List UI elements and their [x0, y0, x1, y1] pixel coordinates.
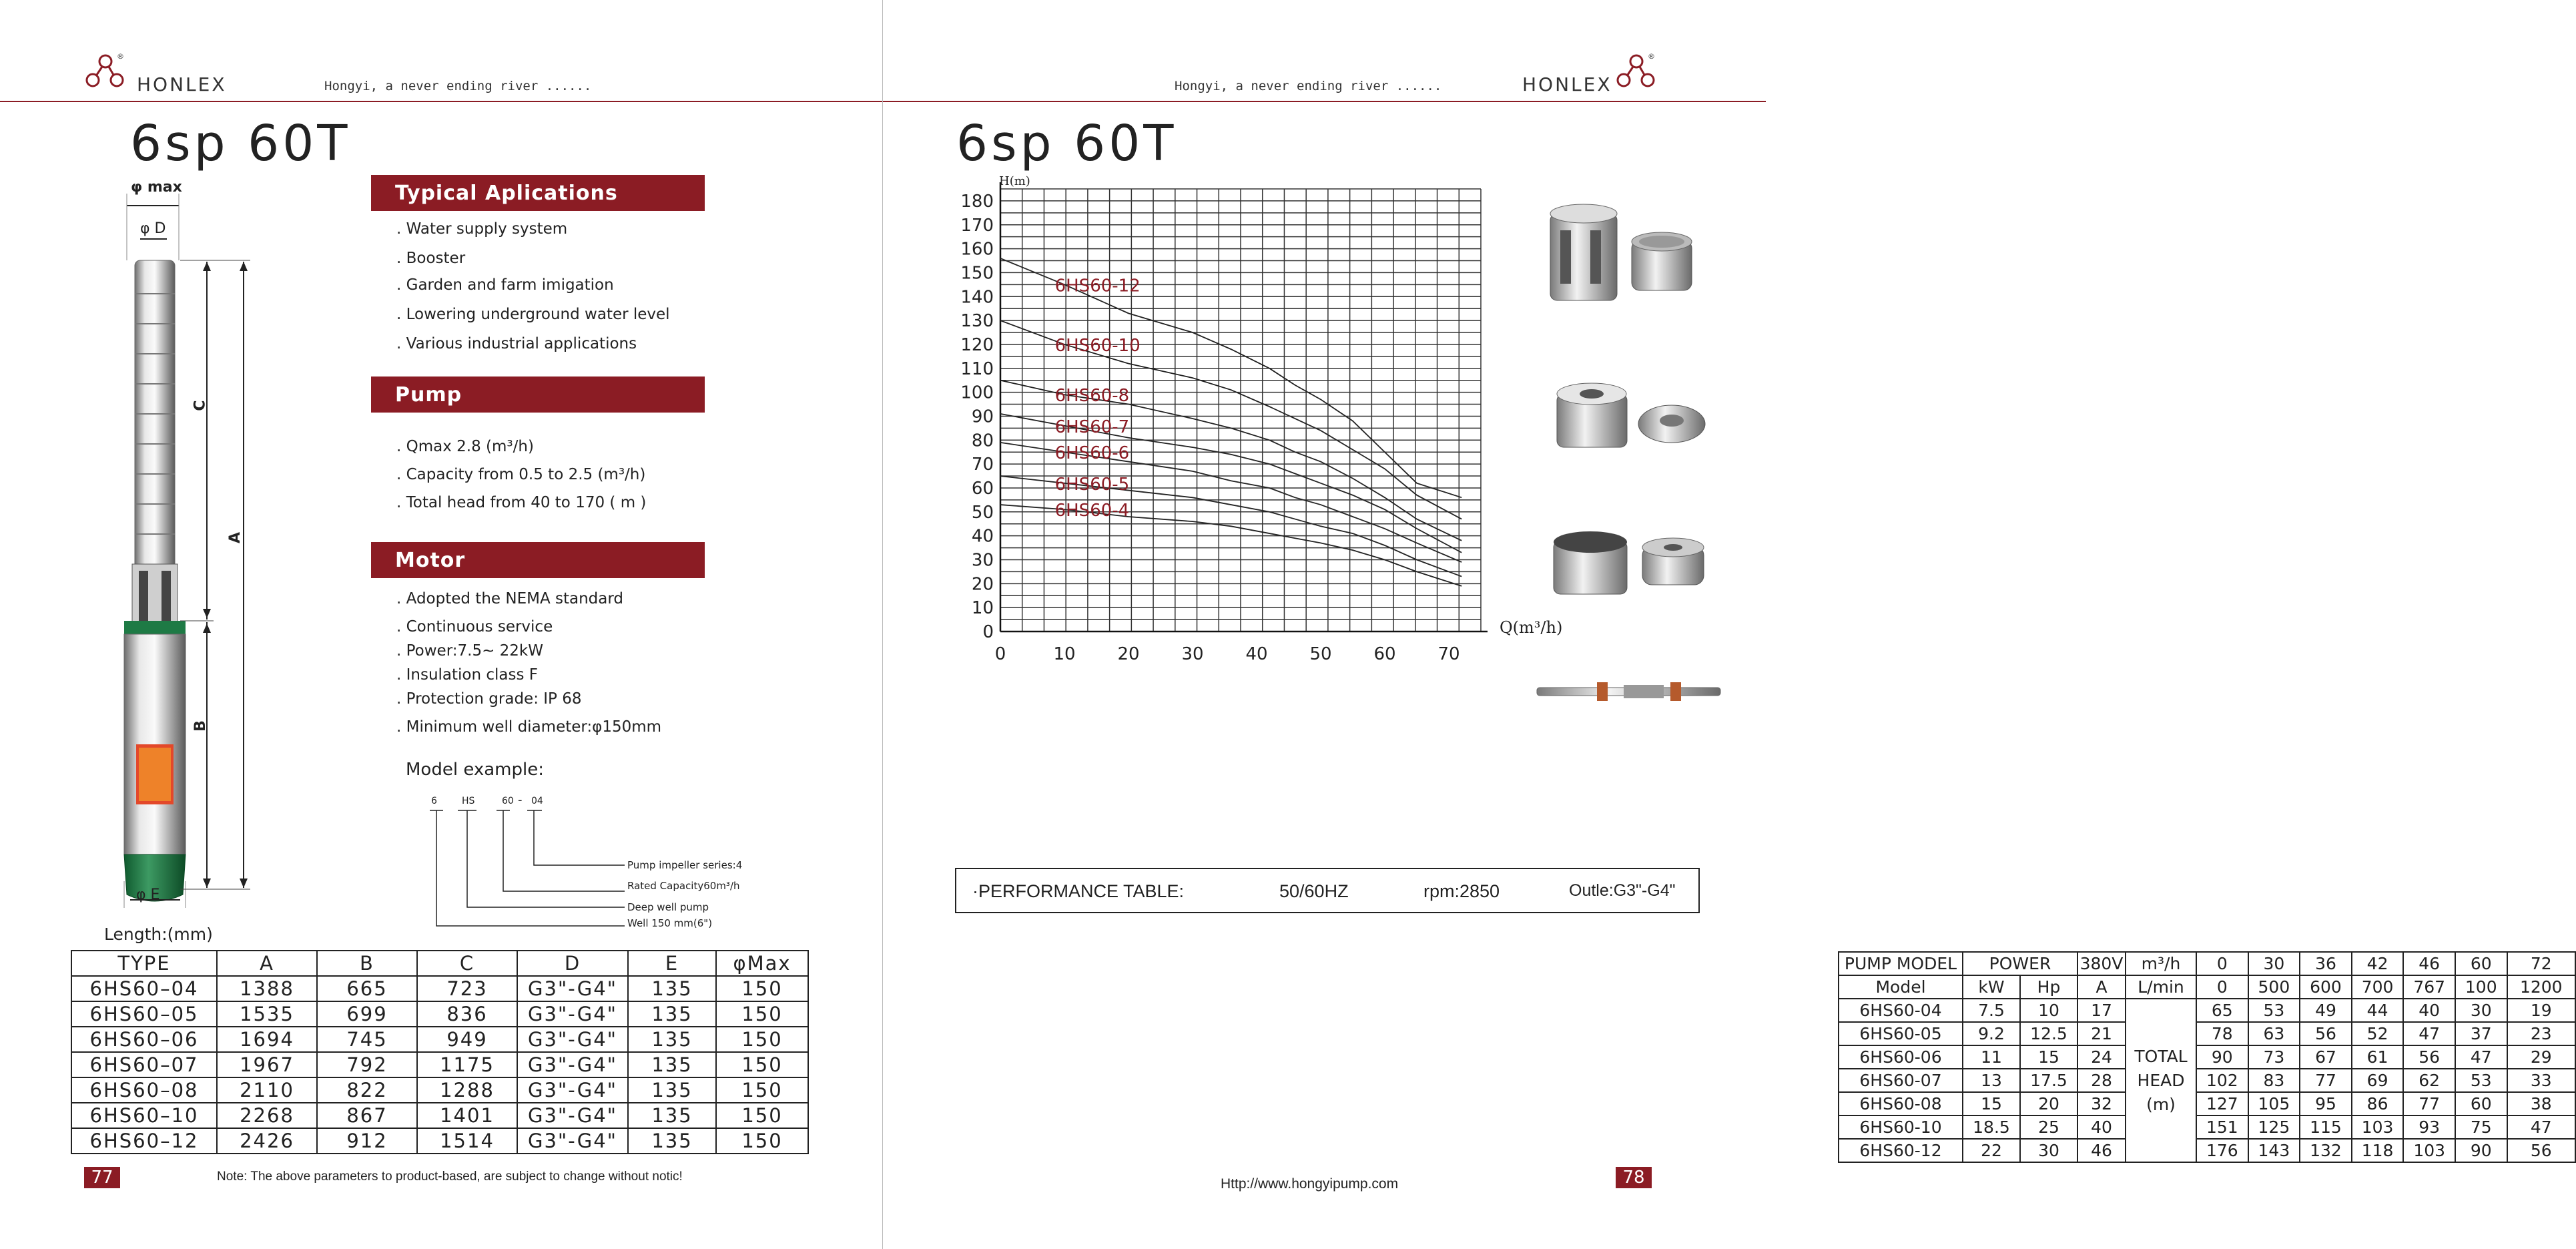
y-tick-label: 140 — [960, 287, 994, 308]
x-tick-label: 70 — [1437, 644, 1460, 664]
series-label: 6HS60-7 — [1054, 417, 1130, 437]
value-cell: 836 — [417, 1001, 517, 1027]
head-cell: 95 — [2300, 1092, 2352, 1115]
head-cell: 78 — [2196, 1022, 2248, 1045]
y-tick-label: 120 — [960, 334, 994, 355]
logo-mark-icon — [1614, 52, 1661, 92]
perf-flow: 46 — [2403, 952, 2455, 975]
head-cell: 49 — [2300, 999, 2352, 1022]
model-cell: 6HS60–04 — [71, 976, 217, 1001]
x-tick-label: 10 — [1053, 644, 1076, 664]
head-cell: 53 — [2455, 1069, 2507, 1092]
left-page — [0, 0, 882, 1249]
head-cell: 83 — [2248, 1069, 2300, 1092]
table-row — [1839, 1045, 2575, 1069]
table-header: φMax — [716, 951, 808, 976]
series-label: 6HS60-5 — [1054, 474, 1130, 495]
model-code-6: 6 — [431, 796, 437, 806]
table-header-row — [71, 951, 808, 976]
motor-item: . Protection grade: IP 68 — [396, 690, 582, 708]
head-cell: 125 — [2248, 1115, 2300, 1139]
dim-phi-e: φ E — [136, 887, 160, 903]
total-head-label — [2126, 999, 2196, 1162]
amp-cell: 32 — [2077, 1092, 2126, 1115]
head-cell: 77 — [2300, 1069, 2352, 1092]
value-cell: 723 — [417, 976, 517, 1001]
head-cell: 62 — [2403, 1069, 2455, 1092]
perf-header: L/min — [2126, 975, 2196, 999]
head-cell: 115 — [2300, 1115, 2352, 1139]
page-title: 6sp 60T — [956, 115, 1177, 172]
y-tick-label: 150 — [960, 263, 994, 284]
model-code-04: 04 — [531, 796, 543, 806]
perf-header-row-1 — [1839, 952, 2575, 975]
table-row — [1839, 999, 2575, 1022]
value-cell: G3"-G4" — [517, 1077, 628, 1103]
y-tick-label: 170 — [960, 215, 994, 236]
kw-cell: 18.5 — [1963, 1115, 2020, 1139]
y-tick-label: 160 — [960, 239, 994, 260]
x-tick-label: 0 — [994, 644, 1006, 664]
head-cell: 118 — [2352, 1139, 2404, 1162]
perf-table-body — [1839, 999, 2575, 1162]
y-tick-label: 40 — [971, 526, 994, 547]
value-cell: 150 — [716, 1052, 808, 1077]
head-cell: 56 — [2507, 1139, 2575, 1162]
svg-text:®: ® — [117, 52, 126, 61]
value-cell: 1694 — [217, 1027, 317, 1052]
model-cell: 6HS60-08 — [1839, 1092, 1963, 1115]
y-tick-label: 80 — [971, 431, 994, 451]
model-cell: 6HS60–05 — [71, 1001, 217, 1027]
amp-cell: 21 — [2077, 1022, 2126, 1045]
head-cell: 56 — [2300, 1022, 2352, 1045]
head-cell: 38 — [2507, 1092, 2575, 1115]
value-cell: 949 — [417, 1027, 517, 1052]
value-cell: 150 — [716, 1103, 808, 1128]
brand-name: HONLEX — [137, 73, 227, 95]
kw-cell: 22 — [1963, 1139, 2020, 1162]
table-header: B — [317, 951, 417, 976]
right-page — [883, 0, 2563, 1249]
perf-flow: 30 — [2248, 952, 2300, 975]
series-label: 6HS60-4 — [1054, 501, 1130, 521]
kw-cell: 13 — [1963, 1069, 2020, 1092]
perf-flow: 42 — [2352, 952, 2404, 975]
model-cell: 6HS60–06 — [71, 1027, 217, 1052]
performance-header — [955, 868, 1700, 913]
head-cell: 75 — [2455, 1115, 2507, 1139]
model-cell: 6HS60–07 — [71, 1052, 217, 1077]
header-rule — [0, 101, 882, 102]
value-cell: 867 — [317, 1103, 417, 1128]
perf-flow: 60 — [2455, 952, 2507, 975]
amp-cell: 46 — [2077, 1139, 2126, 1162]
table-row — [1839, 1115, 2575, 1139]
application-item: . Garden and farm imigation — [396, 276, 614, 294]
table-row — [1839, 1069, 2575, 1092]
value-cell: G3"-G4" — [517, 1001, 628, 1027]
value-cell: 745 — [317, 1027, 417, 1052]
head-cell: 103 — [2403, 1139, 2455, 1162]
brand-name: HONLEX — [1522, 73, 1612, 95]
head-cell: 37 — [2455, 1022, 2507, 1045]
value-cell: 135 — [628, 1027, 716, 1052]
table-row — [1839, 1022, 2575, 1045]
head-cell: 61 — [2352, 1045, 2404, 1069]
page-number: 77 — [84, 1167, 120, 1188]
application-item: . Water supply system — [396, 220, 568, 238]
coupling-photo — [1642, 538, 1704, 585]
head-cell: 44 — [2352, 999, 2404, 1022]
frequency: 50/60HZ — [1279, 881, 1349, 901]
outlet: Outle:G3"-G4" — [1569, 881, 1676, 900]
pump-item: . Total head from 40 to 170 ( m ) — [396, 494, 647, 511]
hp-cell: 15 — [2020, 1045, 2077, 1069]
rpm: rpm:2850 — [1423, 881, 1500, 901]
head-cell: 63 — [2248, 1022, 2300, 1045]
head-cell: 30 — [2455, 999, 2507, 1022]
dim-phi-max: φ max — [131, 179, 182, 196]
motor-item: . Adopted the NEMA standard — [396, 590, 624, 607]
perf-header: 380V — [2077, 952, 2126, 975]
spec-table-body — [71, 976, 808, 1154]
value-cell: 150 — [716, 1027, 808, 1052]
head-cell: 105 — [2248, 1092, 2300, 1115]
hp-cell: 30 — [2020, 1139, 2077, 1162]
hp-cell: 17.5 — [2020, 1069, 2077, 1092]
kw-cell: 15 — [1963, 1092, 2020, 1115]
head-cell: 33 — [2507, 1069, 2575, 1092]
dim-c: C — [192, 400, 209, 411]
kw-cell: 11 — [1963, 1045, 2020, 1069]
head-cell: 67 — [2300, 1045, 2352, 1069]
value-cell: 792 — [317, 1052, 417, 1077]
head-cell: 90 — [2455, 1139, 2507, 1162]
header-rule — [883, 101, 1766, 102]
application-item: . Lowering underground water level — [396, 306, 670, 323]
model-code-hs: HS — [462, 796, 475, 806]
section-motor — [371, 542, 705, 578]
perf-lmin: 0 — [2196, 975, 2248, 999]
value-cell: 150 — [716, 976, 808, 1001]
amp-cell: 40 — [2077, 1115, 2126, 1139]
tagline: Hongyi, a never ending river ...... — [324, 79, 592, 93]
total-head-text: (m) — [2146, 1094, 2176, 1114]
table-row — [1839, 1092, 2575, 1115]
page-number: 78 — [1616, 1167, 1652, 1188]
section-heading: Motor — [395, 549, 466, 572]
table-header: C — [417, 951, 517, 976]
website-url: Http://www.hongyipump.com — [1221, 1176, 1399, 1192]
y-tick-label: 50 — [971, 502, 994, 523]
perf-lmin: 700 — [2352, 975, 2404, 999]
table-row — [71, 1052, 808, 1077]
svg-text:®: ® — [1648, 52, 1657, 61]
amp-cell: 28 — [2077, 1069, 2126, 1092]
length-unit-label: Length:(mm) — [104, 925, 213, 944]
model-note-capacity: Rated Capacity60m³/h — [627, 880, 740, 892]
head-cell: 73 — [2248, 1045, 2300, 1069]
hp-cell: 20 — [2020, 1092, 2077, 1115]
head-cell: 90 — [2196, 1045, 2248, 1069]
dim-phi-d: φ D — [140, 220, 166, 237]
x-tick-label: 50 — [1309, 644, 1332, 664]
value-cell: 1175 — [417, 1052, 517, 1077]
model-cell: 6HS60-12 — [1839, 1139, 1963, 1162]
perf-header: m³/h — [2126, 952, 2196, 975]
perf-lmin: 100 — [2455, 975, 2507, 999]
y-tick-label: 70 — [971, 455, 994, 475]
tagline: Hongyi, a never ending river ...... — [1175, 79, 1442, 93]
total-head-text: HEAD — [2137, 1070, 2185, 1090]
head-cell: 47 — [2455, 1045, 2507, 1069]
model-cell: 6HS60–10 — [71, 1103, 217, 1128]
perf-flow: 36 — [2300, 952, 2352, 975]
y-tick-label: 0 — [982, 622, 994, 642]
value-cell: G3"-G4" — [517, 1103, 628, 1128]
perf-lmin: 1200 — [2507, 975, 2575, 999]
value-cell: G3"-G4" — [517, 1027, 628, 1052]
strainer-photo — [1632, 232, 1692, 290]
perf-header-row-2 — [1839, 975, 2575, 999]
perf-header: A — [2077, 975, 2126, 999]
head-cell: 52 — [2352, 1022, 2404, 1045]
value-cell: 135 — [628, 1001, 716, 1027]
value-cell: 822 — [317, 1077, 417, 1103]
performance-label: ·PERFORMANCE TABLE: — [972, 881, 1185, 901]
pump-drawing — [100, 180, 274, 908]
head-cell: 151 — [2196, 1115, 2248, 1139]
diffuser-photo — [1557, 383, 1627, 447]
kw-cell: 7.5 — [1963, 999, 2020, 1022]
x-tick-label: 60 — [1373, 644, 1396, 664]
table-header: E — [628, 951, 716, 976]
value-cell: G3"-G4" — [517, 1052, 628, 1077]
value-cell: 150 — [716, 1128, 808, 1154]
y-tick-label: 60 — [971, 478, 994, 499]
table-header: D — [517, 951, 628, 976]
model-cell: 6HS60–12 — [71, 1128, 217, 1154]
value-cell: 2268 — [217, 1103, 317, 1128]
value-cell: 150 — [716, 1001, 808, 1027]
y-tick-label: 20 — [971, 574, 994, 595]
kw-cell: 9.2 — [1963, 1022, 2020, 1045]
y-tick-label: 110 — [960, 358, 994, 379]
series-label: 6HS60-12 — [1054, 276, 1141, 296]
table-row — [1839, 1139, 2575, 1162]
value-cell: 699 — [317, 1001, 417, 1027]
y-tick-label: 10 — [971, 598, 994, 619]
impeller-photo — [1638, 405, 1705, 443]
table-row — [71, 1103, 808, 1128]
model-cell: 6HS60-06 — [1839, 1045, 1963, 1069]
head-cell: 77 — [2403, 1092, 2455, 1115]
head-cell: 132 — [2300, 1139, 2352, 1162]
x-tick-label: 40 — [1245, 644, 1268, 664]
model-cell: 6HS60-10 — [1839, 1115, 1963, 1139]
hp-cell: 10 — [2020, 999, 2077, 1022]
logo-mark-icon — [83, 52, 130, 92]
model-cell: 6HS60-07 — [1839, 1069, 1963, 1092]
perf-flow: 72 — [2507, 952, 2575, 975]
section-heading: Typical Aplications — [395, 182, 618, 205]
dim-b: B — [192, 720, 209, 732]
footnote: Note: The above parameters to product-based, are subject to change without notic! — [217, 1170, 683, 1184]
perf-header: kW — [1963, 975, 2020, 999]
series-label: 6HS60-8 — [1054, 386, 1130, 407]
pump-item: . Capacity from 0.5 to 2.5 (m³/h) — [396, 466, 646, 483]
component-photos — [1524, 194, 1750, 728]
head-cell: 53 — [2248, 999, 2300, 1022]
dim-a: A — [227, 531, 244, 544]
model-note-well: Well 150 mm(6") — [627, 917, 713, 929]
head-cell: 127 — [2196, 1092, 2248, 1115]
spec-table — [71, 950, 809, 1154]
perf-header: Model — [1839, 975, 1963, 999]
head-cell: 69 — [2352, 1069, 2404, 1092]
hp-cell: 25 — [2020, 1115, 2077, 1139]
series-label: 6HS60-10 — [1054, 335, 1141, 356]
table-header: TYPE — [71, 951, 217, 976]
head-cell: 143 — [2248, 1139, 2300, 1162]
y-tick-label: 130 — [960, 311, 994, 332]
value-cell: 2426 — [217, 1128, 317, 1154]
value-cell: 1401 — [417, 1103, 517, 1128]
perf-lmin: 767 — [2403, 975, 2455, 999]
y-axis-label: H(m) — [999, 174, 1030, 188]
perf-header: POWER — [1963, 952, 2077, 975]
shaft-photo — [1537, 682, 1720, 701]
motor-item: . Insulation class F — [396, 666, 539, 684]
value-cell: 2110 — [217, 1077, 317, 1103]
amp-cell: 17 — [2077, 999, 2126, 1022]
motor-item: . Minimum well diameter:φ150mm — [396, 718, 662, 736]
x-tick-label: 30 — [1181, 644, 1204, 664]
head-cell: 103 — [2352, 1115, 2404, 1139]
y-tick-label: 180 — [960, 191, 994, 212]
model-example-title: Model example: — [406, 760, 544, 780]
y-tick-label: 90 — [971, 407, 994, 427]
value-cell: 135 — [628, 976, 716, 1001]
perf-flow: 0 — [2196, 952, 2248, 975]
head-cell: 40 — [2403, 999, 2455, 1022]
head-cell: 93 — [2403, 1115, 2455, 1139]
head-cell: 102 — [2196, 1069, 2248, 1092]
pump-item: . Qmax 2.8 (m³/h) — [396, 438, 534, 455]
value-cell: G3"-G4" — [517, 976, 628, 1001]
perf-lmin: 500 — [2248, 975, 2300, 999]
value-cell: G3"-G4" — [517, 1128, 628, 1154]
application-item: . Booster — [396, 250, 466, 267]
table-row — [71, 1001, 808, 1027]
head-cell: 60 — [2455, 1092, 2507, 1115]
series-label: 6HS60-6 — [1054, 443, 1130, 464]
model-code-dash: - — [518, 793, 523, 807]
model-example-lines — [427, 808, 627, 928]
table-header: A — [217, 951, 317, 976]
model-code-60: 60 — [502, 796, 514, 806]
intake-cage-photo — [1550, 204, 1617, 300]
value-cell: 135 — [628, 1052, 716, 1077]
amp-cell: 24 — [2077, 1045, 2126, 1069]
perf-lmin: 600 — [2300, 975, 2352, 999]
value-cell: 1967 — [217, 1052, 317, 1077]
page-title: 6sp 60T — [130, 115, 351, 172]
perf-header: Hp — [2020, 975, 2077, 999]
model-cell: 6HS60-05 — [1839, 1022, 1963, 1045]
head-cell: 47 — [2403, 1022, 2455, 1045]
model-note-impeller: Pump impeller series:4 — [627, 859, 743, 871]
model-cell: 6HS60-04 — [1839, 999, 1963, 1022]
value-cell: 135 — [628, 1103, 716, 1128]
table-row — [71, 1027, 808, 1052]
head-cell: 23 — [2507, 1022, 2575, 1045]
motor-item: . Continuous service — [396, 618, 553, 636]
value-cell: 665 — [317, 976, 417, 1001]
performance-table — [1838, 951, 2576, 1163]
hp-cell: 12.5 — [2020, 1022, 2077, 1045]
head-cell: 176 — [2196, 1139, 2248, 1162]
value-cell: 135 — [628, 1077, 716, 1103]
y-tick-label: 30 — [971, 550, 994, 571]
value-cell: 150 — [716, 1077, 808, 1103]
head-cell: 47 — [2507, 1115, 2575, 1139]
value-cell: 912 — [317, 1128, 417, 1154]
x-tick-label: 20 — [1117, 644, 1140, 664]
value-cell: 1388 — [217, 976, 317, 1001]
section-applications — [371, 175, 705, 211]
section-pump — [371, 377, 705, 413]
total-head-text: TOTAL — [2134, 1046, 2188, 1066]
value-cell: 1535 — [217, 1001, 317, 1027]
table-row — [71, 1077, 808, 1103]
model-cell: 6HS60–08 — [71, 1077, 217, 1103]
head-cell: 29 — [2507, 1045, 2575, 1069]
table-row — [71, 1128, 808, 1154]
y-tick-label: 100 — [960, 383, 994, 403]
head-cell: 86 — [2352, 1092, 2404, 1115]
section-heading: Pump — [395, 383, 462, 407]
x-axis-label: Q(m³/h) — [1500, 618, 1563, 637]
application-item: . Various industrial applications — [396, 335, 637, 352]
motor-item: . Power:7.5~ 22kW — [396, 642, 543, 660]
head-cell: 56 — [2403, 1045, 2455, 1069]
value-cell: 1288 — [417, 1077, 517, 1103]
head-cell: 19 — [2507, 999, 2575, 1022]
model-note-pump: Deep well pump — [627, 901, 709, 913]
value-cell: 1514 — [417, 1128, 517, 1154]
perf-header: PUMP MODEL — [1839, 952, 1963, 975]
head-cell: 65 — [2196, 999, 2248, 1022]
bowl-photo — [1554, 531, 1627, 594]
table-row — [71, 976, 808, 1001]
value-cell: 135 — [628, 1128, 716, 1154]
